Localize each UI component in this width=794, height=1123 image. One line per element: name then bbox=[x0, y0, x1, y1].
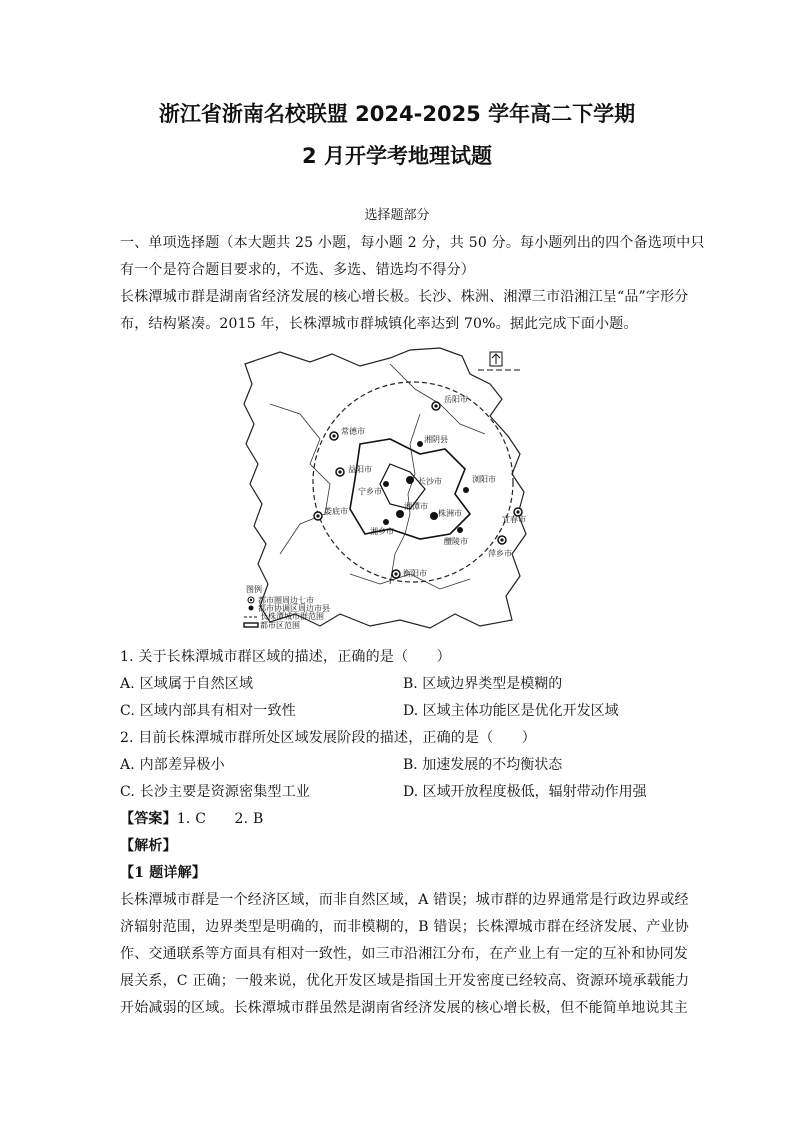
option-d: D. 区域开放程度极低，辐射带动作用强 bbox=[403, 784, 647, 800]
question-stem: 1. 关于长株潭城市群区域的描述，正确的是（ ） bbox=[120, 649, 451, 665]
city-marker-liling bbox=[444, 527, 468, 546]
city-marker-liuyang bbox=[463, 474, 496, 493]
question-stem: 2. 目前长株潭城市群所处区域发展阶段的描述，正确的是（ ） bbox=[120, 730, 537, 746]
section-heading: 选择题部分 bbox=[364, 208, 430, 223]
map-legend bbox=[244, 584, 330, 630]
svg-text:株洲市: 株洲市 bbox=[438, 509, 462, 518]
city-marker-hengyang bbox=[392, 568, 427, 578]
svg-text:岳阳市: 岳阳市 bbox=[444, 395, 468, 404]
city-marker-yueyang bbox=[432, 394, 468, 410]
inner-boundary bbox=[270, 404, 330, 554]
option-b: B. 加速发展的不均衡状态 bbox=[403, 757, 563, 773]
option-a: A. 区域属于自然区域 bbox=[120, 676, 254, 692]
doc-title-line1: 浙江省浙南名校联盟 2024-2025 学年高二下学期 bbox=[158, 102, 636, 126]
svg-text:长沙市: 长沙市 bbox=[418, 477, 442, 486]
option-c: C. 长沙主要是资源密集型工业 bbox=[120, 784, 311, 800]
city-marker-yichun bbox=[502, 508, 526, 524]
svg-text:都市协调区周边市县: 都市协调区周边市县 bbox=[258, 604, 330, 613]
svg-text:常德市: 常德市 bbox=[341, 427, 365, 436]
answer-text: 1. C 2. B bbox=[176, 811, 264, 827]
svg-text:长株潭城市群范围: 长株潭城市群范围 bbox=[260, 612, 324, 621]
answer-line bbox=[120, 808, 263, 828]
city-cluster-map bbox=[240, 344, 530, 630]
option-c: C. 区域内部具有相对一致性 bbox=[120, 703, 296, 719]
svg-text:都市圈周边七市: 都市圈周边七市 bbox=[258, 596, 314, 605]
svg-text:湘阴县: 湘阴县 bbox=[424, 435, 448, 444]
option-a: A. 内部差异极小 bbox=[120, 757, 225, 773]
option-b: B. 区域边界类型是模糊的 bbox=[403, 676, 563, 692]
intro-line: 长株潭城市群是湖南省经济发展的核心增长极。长沙、株洲、湘潭三市沿湘江呈“品”字形分 bbox=[120, 289, 689, 305]
intro-line: 一、单项选择题（本大题共 25 小题，每小题 2 分，共 50 分。每小题列出的四个备选项中只 bbox=[120, 235, 705, 251]
city-marker-zhuzhou bbox=[430, 508, 462, 520]
svg-text:宜春市: 宜春市 bbox=[502, 515, 526, 524]
intro-line: 布，结构紧凑。2015 年，长株潭城市群城镇化率达到 70%。据此完成下面小题。 bbox=[120, 316, 638, 332]
intro-line: 有一个是符合题目要求的，不选、多选、错选均不得分） bbox=[120, 262, 475, 278]
analysis-line: 展关系，C 正确；一般来说，优化开发区域是指国土开发密度已经较高、资源环境承载能力 bbox=[120, 973, 690, 989]
svg-text:湘乡市: 湘乡市 bbox=[370, 527, 394, 536]
river bbox=[390, 414, 420, 584]
city-marker-yiyang bbox=[336, 464, 372, 476]
analysis-line: 长株潭城市群是一个经济区域，而非自然区域，A 错误；城市群的边界通常是行政边界或经 bbox=[120, 892, 689, 908]
city-marker-changde bbox=[330, 426, 365, 440]
city-marker-xiangyin bbox=[417, 434, 448, 447]
doc-title-line2: 2 月开学考地理试题 bbox=[302, 144, 492, 168]
analysis-line: 济辐射范围，边界类型是明确的，而非模糊的，B 错误；长株潭城市群在经济发展、产业协 bbox=[120, 919, 689, 935]
svg-text:宁乡市: 宁乡市 bbox=[358, 487, 382, 496]
svg-text:益阳市: 益阳市 bbox=[348, 465, 372, 474]
svg-text:浏阳市: 浏阳市 bbox=[472, 475, 496, 484]
province-boundary bbox=[244, 348, 526, 628]
analysis-line: 作、交通联系等方面具有相对一致性，如三市沿湘江分布，在产业上有一定的互补和协同发 bbox=[120, 946, 688, 962]
svg-text:湘潭市: 湘潭市 bbox=[404, 502, 428, 511]
city-marker-xiangtan bbox=[396, 501, 428, 518]
city-marker-pingxiang bbox=[488, 536, 512, 558]
svg-text:萍乡市: 萍乡市 bbox=[488, 549, 512, 558]
analysis-line: 开始减弱的区域。长株潭城市群虽然是湖南省经济发展的核心增长极，但不能简单地说其主 bbox=[120, 1000, 688, 1016]
svg-text:娄底市: 娄底市 bbox=[324, 507, 348, 516]
svg-text:图例: 图例 bbox=[246, 585, 262, 594]
city-marker-loudi bbox=[314, 506, 348, 520]
svg-text:醴陵市: 醴陵市 bbox=[444, 537, 468, 546]
option-d: D. 区域主体功能区是优化开发区域 bbox=[403, 703, 619, 719]
north-arrow-icon bbox=[478, 352, 522, 370]
analysis-label: 【解析】 bbox=[120, 838, 177, 854]
svg-text:都市区范围: 都市区范围 bbox=[260, 621, 300, 630]
answer-label: 【答案】 bbox=[120, 811, 177, 827]
analysis-sub-label: 【1 题详解】 bbox=[120, 865, 207, 881]
city-marker-xiangxiang bbox=[370, 519, 394, 536]
svg-text:衡阳市: 衡阳市 bbox=[403, 569, 427, 578]
